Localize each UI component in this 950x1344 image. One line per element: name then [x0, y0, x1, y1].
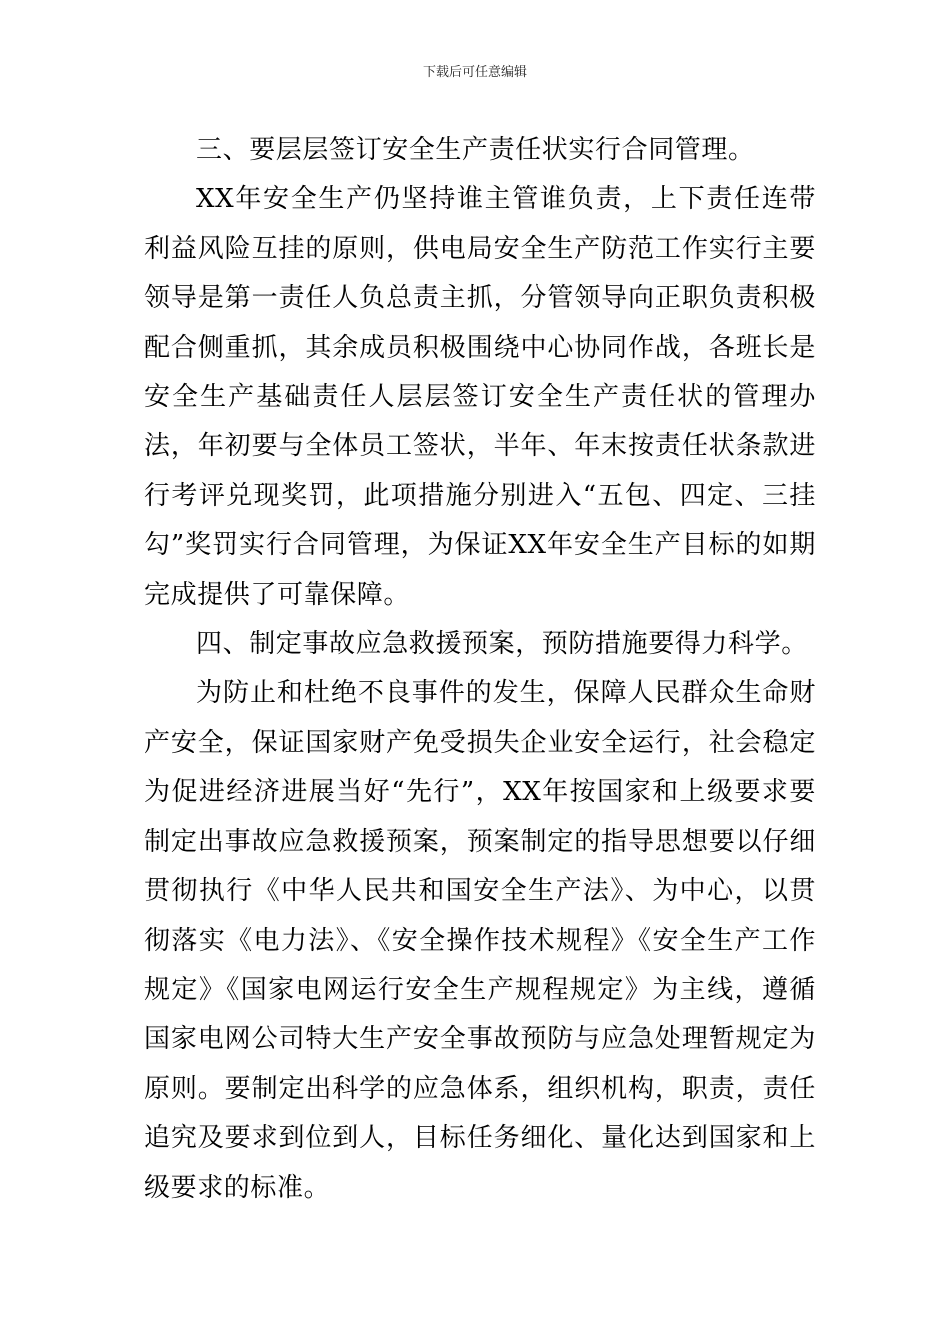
section-heading-four: 四、制定事故应急救援预案，预防措施要得力科学。 — [196, 629, 808, 660]
document-body — [144, 126, 816, 1213]
body-paragraph: XX年安全生产仍坚持谁主管谁负责，上下责任连带利益风险互挂的原则，供电局安全生产防范工作实行主要领导是第一责任人负总责主抓，分管领导向正职负责积极配合侧重抓，其余成员积极围绕中心协同作战，各班长是安全生产基础责任人层层签订安全生产责任状的管理办法，年初要与全体员工签状，半年、年末按责任状条款进行考评兑现奖罚，此项措施分别进入“五包、四定、三挂勾”奖罚实行合同管理，为保证XX年安全生产目标的如期完成提供了可靠保障。 — [144, 184, 816, 610]
page-header-note: 下载后可任意编辑 — [422, 65, 527, 80]
section-heading-three: 三、要层层签订安全生产责任状实行合同管理。 — [196, 135, 755, 165]
body-paragraph: 为防止和杜绝不良事件的发生，保障人民群众生命财产安全，保证国家财产免受损失企业安全运行，社会稳定为促进经济进展当好“先行”，XX年按国家和上级要求要制定出事故应急救援预案，预案制定的指导思想要以仔细贯彻执行《中华人民共和国安全生产法》、为中心，以贯彻落实《电力法》、《安全操作技术规程》《安全生产工作规定》《国家电网运行安全生产规程规定》为主线，遵循国家电网公司特大生产安全事故预防与应急处理暂规定为原则。要制定出科学的应急体系，组织机构，职责，责任追究及要求到位到人，目标任务细化、量化达到国家和上级要求的标准。 — [144, 678, 816, 1203]
